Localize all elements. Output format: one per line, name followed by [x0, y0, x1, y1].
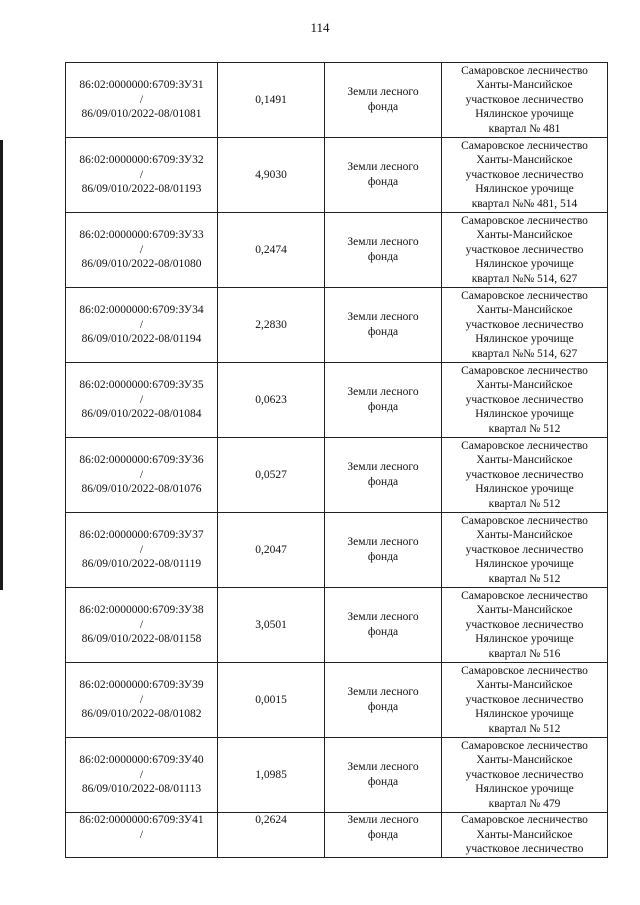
area-value: 4,9030	[255, 168, 287, 181]
location-line: Самаровское лесничество	[461, 664, 588, 677]
table-row	[66, 63, 608, 138]
location-line: Нялинское урочище	[475, 183, 574, 196]
category-cell	[325, 663, 442, 738]
cadastral-separator: /	[139, 318, 144, 331]
area-cell	[218, 513, 325, 588]
registration-number: 86/09/010/2022-08/01082	[81, 708, 202, 721]
cadastral-separator: /	[139, 168, 144, 181]
location-line: участковое лесничество	[465, 618, 584, 631]
cadastral-number: 86:02:0000000:6709:ЗУ34	[79, 304, 204, 317]
location-line: Ханты-Мансийское	[476, 154, 573, 167]
cadastral-separator: /	[139, 828, 144, 841]
location-line: Ханты-Мансийское	[476, 229, 573, 242]
registration-number: 86/09/010/2022-08/01194	[81, 333, 202, 346]
location-cell	[442, 663, 608, 738]
cadastral-cell	[66, 213, 218, 288]
cadastral-separator: /	[139, 468, 144, 481]
cadastral-separator: /	[139, 543, 144, 556]
location-line: квартал № 516	[488, 647, 561, 660]
table-row	[66, 213, 608, 288]
area-cell	[218, 588, 325, 663]
location-line: квартал № 512	[488, 497, 561, 510]
location-line: Нялинское урочище	[475, 633, 574, 646]
location-cell	[442, 513, 608, 588]
cadastral-cell	[66, 438, 218, 513]
location-line: Самаровское лесничество	[461, 214, 588, 227]
location-cell	[442, 213, 608, 288]
table-row	[66, 288, 608, 363]
table-body	[66, 63, 608, 858]
land-category-line: Земли лесного	[347, 814, 419, 826]
location-line: квартал № 512	[488, 572, 561, 585]
page-number: 114	[310, 20, 330, 35]
location-line: участковое лесничество	[465, 318, 584, 331]
area-value: 0,0527	[255, 468, 287, 481]
land-category-line: фонда	[367, 551, 399, 563]
registration-number: 86/09/010/2022-08/01119	[81, 558, 202, 571]
area-cell	[218, 663, 325, 738]
category-cell	[325, 588, 442, 663]
location-line: участковое лесничество	[465, 543, 584, 556]
table-row	[66, 813, 608, 858]
cadastral-cell	[66, 663, 218, 738]
area-cell	[218, 363, 325, 438]
land-category-line: Земли лесного	[347, 461, 419, 474]
location-line: Нялинское урочище	[475, 108, 574, 121]
table-row	[66, 663, 608, 738]
cadastral-cell	[66, 513, 218, 588]
category-cell	[325, 363, 442, 438]
category-cell	[325, 513, 442, 588]
location-line: участковое лесничество	[465, 243, 584, 256]
location-line: Нялинское урочище	[475, 708, 574, 721]
area-value: 0,2474	[255, 243, 287, 256]
category-cell	[325, 63, 442, 138]
location-line: Самаровское лесничество	[461, 739, 588, 752]
area-cell	[218, 738, 325, 813]
area-cell	[218, 288, 325, 363]
location-line: Самаровское лесничество	[461, 289, 588, 302]
land-category-line: фонда	[367, 101, 399, 113]
cadastral-number: 86:02:0000000:6709:ЗУ41	[79, 814, 204, 826]
area-value: 0,2047	[255, 543, 287, 556]
location-line: участковое лесничество	[465, 393, 584, 406]
location-line: Нялинское урочище	[475, 483, 574, 496]
location-line: Ханты-Мансийское	[476, 379, 573, 392]
category-cell	[325, 288, 442, 363]
land-category-line: фонда	[367, 701, 399, 713]
location-line: Нялинское урочище	[475, 333, 574, 346]
cadastral-number: 86:02:0000000:6709:ЗУ39	[79, 679, 204, 692]
cadastral-separator: /	[139, 693, 144, 706]
table-row	[66, 513, 608, 588]
location-line: Самаровское лесничество	[461, 439, 588, 452]
cadastral-number: 86:02:0000000:6709:ЗУ37	[79, 529, 204, 542]
cadastral-cell	[66, 588, 218, 663]
location-line: Самаровское лесничество	[461, 589, 588, 602]
area-cell	[218, 438, 325, 513]
area-cell	[218, 138, 325, 213]
location-line: Нялинское урочище	[475, 783, 574, 796]
land-category-line: Земли лесного	[347, 236, 419, 249]
registration-number: 86/09/010/2022-08/01081	[81, 108, 202, 121]
registration-number: 86/09/010/2022-08/01158	[81, 633, 202, 646]
table-row	[66, 738, 608, 813]
land-plots-table	[65, 62, 608, 858]
cadastral-cell	[66, 288, 218, 363]
location-line: Ханты-Мансийское	[476, 529, 573, 542]
area-cell	[218, 813, 325, 858]
land-category-line: фонда	[367, 476, 399, 488]
location-line: квартал № 512	[488, 422, 561, 435]
land-category-line: фонда	[367, 251, 399, 263]
location-line: Ханты-Мансийское	[476, 754, 573, 767]
registration-number: 86/09/010/2022-08/01084	[81, 408, 202, 421]
land-category-line: Земли лесного	[347, 386, 419, 399]
registration-number: 86/09/010/2022-08/01113	[81, 783, 202, 796]
registration-number: 86/09/010/2022-08/01080	[81, 258, 202, 271]
cadastral-number: 86:02:0000000:6709:ЗУ32	[79, 154, 204, 167]
land-category-line: Земли лесного	[347, 611, 419, 624]
scan-edge-mark	[0, 140, 3, 590]
location-line: Самаровское лесничество	[461, 364, 588, 377]
location-line: квартал №№ 514, 627	[471, 347, 578, 360]
location-line: Ханты-Мансийское	[476, 679, 573, 692]
cadastral-number: 86:02:0000000:6709:ЗУ36	[79, 454, 204, 467]
location-line: участковое лесничество	[465, 168, 584, 181]
land-category-line: Земли лесного	[347, 311, 419, 324]
location-line: Нялинское урочище	[475, 408, 574, 421]
location-cell	[442, 63, 608, 138]
area-value: 0,0623	[255, 393, 287, 406]
table-row	[66, 363, 608, 438]
location-line: Ханты-Мансийское	[476, 79, 573, 92]
land-category-line: фонда	[367, 326, 399, 338]
cadastral-separator: /	[139, 93, 144, 106]
location-line: участковое лесничество	[465, 693, 584, 706]
cadastral-cell	[66, 813, 218, 858]
cadastral-number: 86:02:0000000:6709:ЗУ38	[79, 604, 204, 617]
category-cell	[325, 438, 442, 513]
location-cell	[442, 438, 608, 513]
area-cell	[218, 213, 325, 288]
cadastral-number: 86:02:0000000:6709:ЗУ35	[79, 379, 204, 392]
location-cell	[442, 813, 608, 858]
registration-number: 86/09/010/2022-08/01193	[81, 183, 202, 196]
area-value: 0,2624	[255, 814, 287, 826]
location-line: Ханты-Мансийское	[476, 604, 573, 617]
land-category-line: фонда	[367, 401, 399, 413]
location-line: участковое лесничество	[465, 843, 584, 856]
location-cell	[442, 738, 608, 813]
location-line: квартал № 479	[488, 797, 561, 810]
land-category-line: фонда	[367, 828, 399, 841]
cadastral-cell	[66, 363, 218, 438]
area-value: 2,2830	[255, 318, 287, 331]
cadastral-separator: /	[139, 768, 144, 781]
registration-number: 86/09/010/2022-08/01076	[81, 483, 202, 496]
cadastral-separator: /	[139, 618, 144, 631]
location-cell	[442, 363, 608, 438]
category-cell	[325, 738, 442, 813]
location-line: квартал № 481	[488, 122, 561, 135]
area-value: 0,0015	[255, 693, 287, 706]
cadastral-number: 86:02:0000000:6709:ЗУ33	[79, 229, 204, 242]
cadastral-separator: /	[139, 393, 144, 406]
land-category-line: Земли лесного	[347, 761, 419, 774]
category-cell	[325, 213, 442, 288]
location-line: Ханты-Мансийское	[476, 828, 573, 841]
land-category-line: Земли лесного	[347, 161, 419, 174]
location-cell	[442, 138, 608, 213]
category-cell	[325, 813, 442, 858]
location-line: квартал №№ 481, 514	[471, 197, 578, 210]
land-category-line: Земли лесного	[347, 86, 419, 99]
location-line: квартал №№ 514, 627	[471, 272, 578, 285]
location-line: Нялинское урочище	[475, 258, 574, 271]
category-cell	[325, 138, 442, 213]
land-category-line: фонда	[367, 776, 399, 788]
cadastral-separator: /	[139, 243, 144, 256]
location-line: Ханты-Мансийское	[476, 454, 573, 467]
location-line: участковое лесничество	[465, 93, 584, 106]
location-line: Ханты-Мансийское	[476, 304, 573, 317]
land-category-line: фонда	[367, 176, 399, 188]
location-line: Нялинское урочище	[475, 558, 574, 571]
table-row	[66, 438, 608, 513]
table-row	[66, 588, 608, 663]
land-category-line: Земли лесного	[347, 686, 419, 699]
land-category-line: Земли лесного	[347, 536, 419, 549]
cadastral-number: 86:02:0000000:6709:ЗУ31	[79, 79, 204, 92]
location-line: участковое лесничество	[465, 768, 584, 781]
location-line: Самаровское лесничество	[461, 514, 588, 527]
location-line: квартал № 512	[488, 722, 561, 735]
cadastral-number: 86:02:0000000:6709:ЗУ40	[79, 754, 204, 767]
area-value: 3,0501	[255, 618, 287, 631]
area-cell	[218, 63, 325, 138]
cadastral-cell	[66, 63, 218, 138]
cadastral-cell	[66, 138, 218, 213]
cadastral-cell	[66, 738, 218, 813]
area-value: 0,1491	[255, 93, 287, 106]
location-line: Самаровское лесничество	[461, 814, 588, 826]
area-value: 1,0985	[255, 768, 287, 781]
location-line: Самаровское лесничество	[461, 64, 588, 77]
table-row	[66, 138, 608, 213]
location-cell	[442, 588, 608, 663]
location-line: участковое лесничество	[465, 468, 584, 481]
land-category-line: фонда	[367, 626, 399, 638]
location-cell	[442, 288, 608, 363]
location-line: Самаровское лесничество	[461, 139, 588, 152]
